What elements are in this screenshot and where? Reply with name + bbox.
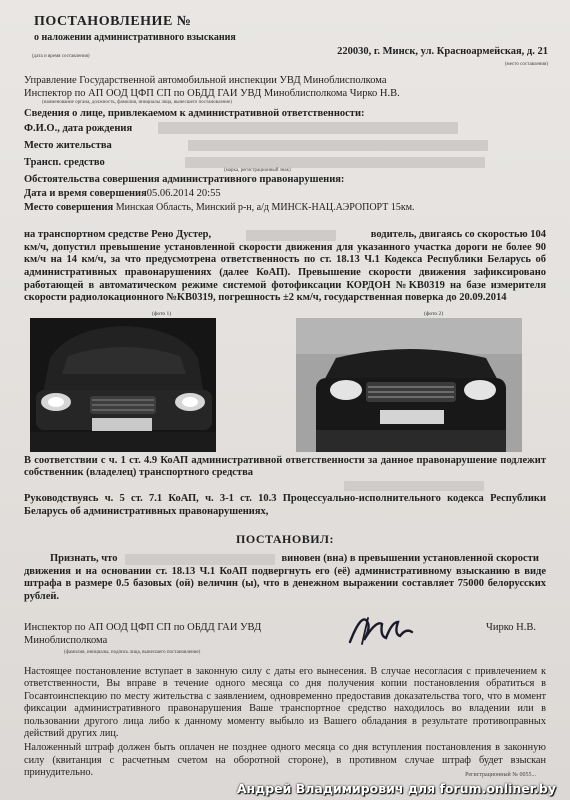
fio-label: Ф.И.О., дата рождения [24,122,133,134]
residence-label: Место жительства [24,139,112,151]
redacted-owner [344,481,484,491]
redacted-fio [158,122,458,134]
document-subtitle: о наложении административного взыскания [34,32,236,43]
datetime-label: Дата и время совершения [24,187,147,199]
residence-row [24,139,546,152]
inspector-title-2: Миноблисполкома [24,634,108,646]
car-front-image [30,318,216,452]
photo-2 [296,318,522,452]
photo-2-caption: (фото 2) [424,310,444,317]
redacted-guilty-name [125,554,275,565]
vehicle-label: Трансп. средство [24,156,105,168]
responsibility-text-1: В соответствии с ч. 1 ст. 4.9 КоАП административной ответственности за данное правонарушение подлежит собственник (владелец) транспортного средства [24,454,546,479]
redacted-plate [246,230,336,241]
vehicle-row [24,156,546,169]
photo-1 [30,318,216,452]
violation-text-1b: водитель, двигаясь со скоростью 104 [370,229,546,241]
violation-text-1a: на транспортном средстве Рено Дустер, [24,229,212,241]
violation-line-1 [24,229,546,242]
inspector-title-1: Инспектор по АП ООД ЦФП СП по ОБДД ГАИ УВД [24,621,262,633]
datetime-value: 05.06.2014 20:55 [146,187,221,199]
footer-reg: Регистрационный № 0055... [465,772,536,778]
decision-text-c: движения и на основании ст. 18.13 Ч.1 КоАП подвергнуть его (её) административному взысканию в виде штрафа в размере 0.5 базовых (ой) величин (ы), что в денежном выражении составляет 75000 белорусских рублей. [24,565,546,602]
document-title: ПОСТАНОВЛЕНИЕ № [34,14,192,29]
inspector-name: Чирко Н.В. [486,621,536,633]
legal-text-2: Наложенный штраф должен быть оплачен не позднее одного месяца со дня вступления постановления в законную силу (квитанция с расчетным счетом на оборотной стороне), в противном случае штраф будет взыскан принудительно. [24,742,546,779]
authority-line-1: Управление Государственной автомобильной инспекции УВД Миноблисполкома [24,75,387,86]
photo-area [24,311,546,453]
photo-1-caption: (фото 1) [152,310,172,317]
violation-text-2: км/ч, допустил превышение установленной скорости движения для указанного участка дороги не более 90 км/ч на 14 км/ч, за что предусмотрена ответственность по ст. 18.13 Ч.1 Кодекса Республики Беларусь об административных правонарушениях (далее КоАП). Превышение скорости движения зафиксировано работающей в автоматическом режиме системой фотофиксации КОРДОН №KB0319 на базе измерителя скорости радиолокационного №KB0319, погрешность ±2 км/ч, государственная поверка до 20.09.2014 [24,241,546,304]
datetime-note: (дата и время составления) [32,54,90,59]
signature-image [346,614,416,648]
decision-text-b: виновен (вна) в превышении установленной скорости [281,553,539,565]
legal-text-1: Настоящее постановление вступает в законную силу с даты его вынесения. В случае несогласия с привлечением к ответственности, Вы вправе в течение одного месяца со дня получения копии постановления обратиться в Госавтоинспекцию по месту жительства с заявлением, одновременно предоставив доказательства того, что в момент фиксации административного правонарушения Ваше транспортное средство находилось во владении или в пользовании другого лица либо к данному моменту выбыло из Вашего обладания в результате противоправных действий других лиц. [24,665,546,740]
authority-note: (наименование органа, должность, фамилия, инициалы лица, вынесшего постановление) [42,99,232,105]
place-value: Минская Область, Минский р-н, а/д МИНСК-НАЦ.АЭРОПОРТ 15км. [115,202,415,214]
place-row [24,202,546,215]
decision-heading: ПОСТАНОВИЛ: [236,532,334,547]
decision-text-a: Признать, что [50,553,118,565]
car-closeup-image [296,318,522,452]
forum-watermark: Андрей Владимирович для forum.onliner.by [236,781,556,796]
signature-block [24,622,546,666]
place-address: 220030, г. Минск, ул. Красноармейская, д. 21 [337,46,548,57]
vehicle-note: (марка, регистрационный знак) [224,167,291,173]
circumstances-heading: Обстоятельства совершения административного правонарушения: [24,173,345,185]
datetime-row [24,188,546,201]
responsibility-text-2: Руководствуясь ч. 5 ст. 7.1 КоАП, ч. 3-1 ст. 10.3 Процессуально-исполнительного кодекса Республики Беларусь об административных правонарушениях, [24,492,546,517]
person-heading: Сведения о лице, привлекаемом к административной ответственности: [24,107,365,119]
place-note: (место составления) [504,62,548,67]
signature-note: (фамилия, инициалы, подпись лица, вынесшего постановление) [64,649,201,655]
owner-row [24,481,546,491]
redacted-residence [188,140,488,151]
authority-line-2: Инспектор по АП ООД ЦФП СП по ОБДД ГАИ УВД Миноблисполкома Чирко Н.В. [24,87,400,99]
fio-row [24,122,546,135]
redacted-vehicle [185,157,485,168]
place-label: Место совершения [24,202,114,214]
decision-line-1 [24,553,546,566]
